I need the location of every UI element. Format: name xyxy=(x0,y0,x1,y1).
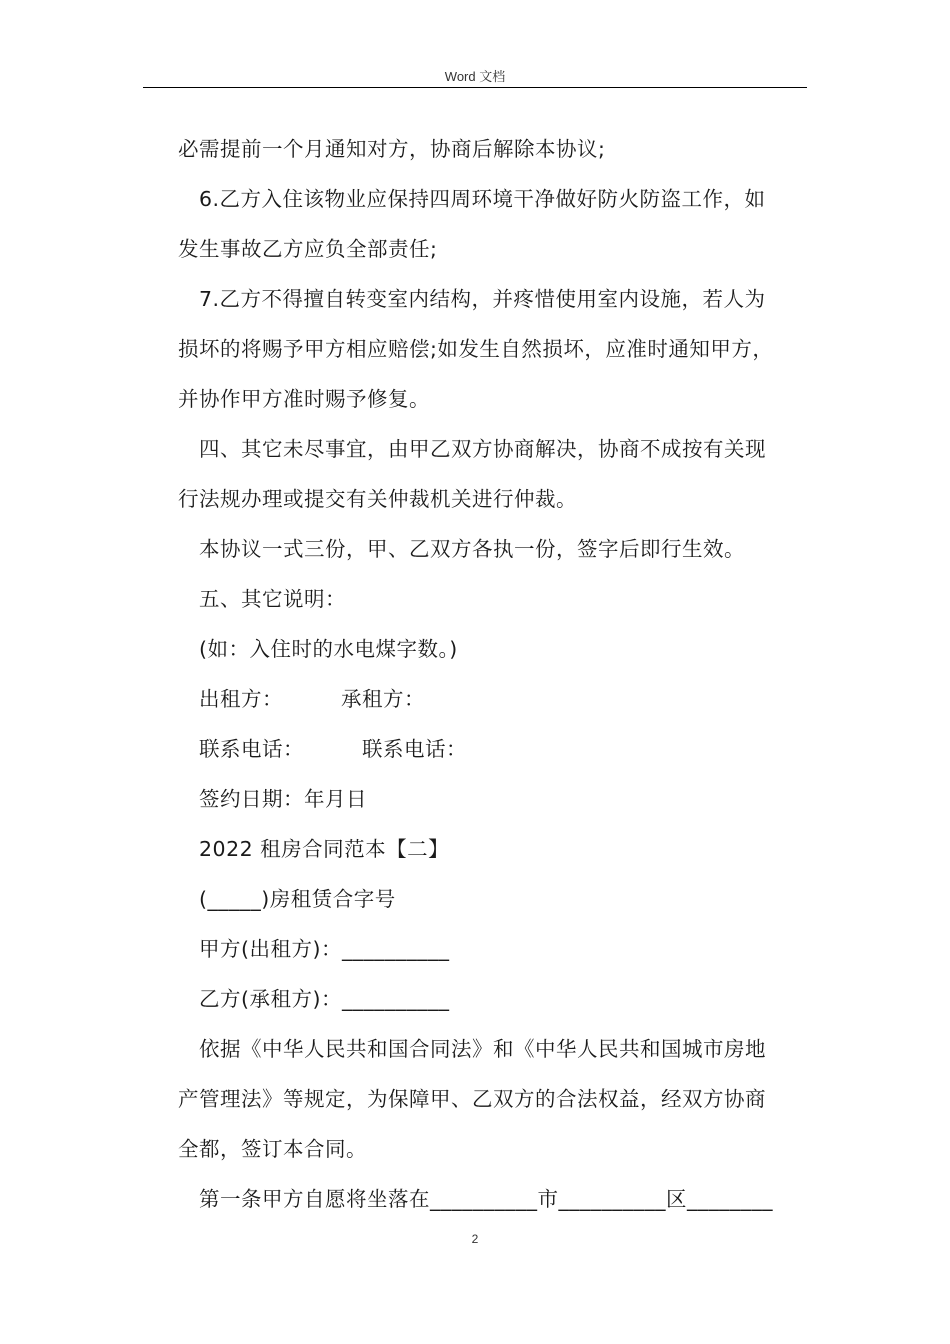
paragraph-line: 产管理法》等规定，为保障甲、乙双方的合法权益，经双方协商 xyxy=(178,1087,766,1111)
paragraph-line: 依据《中华人民共和国合同法》和《中华人民共和国城市房地 xyxy=(199,1037,766,1061)
paragraph-line: 必需提前一个月通知对方，协商后解除本协议; xyxy=(178,137,606,161)
paragraph-line: 并协作甲方准时赐予修复。 xyxy=(178,387,430,411)
signature-parties xyxy=(178,674,804,724)
contract-number: (_____)房租赁合字号 xyxy=(199,887,396,911)
article-one-line: 第一条甲方自愿将坐落在__________市__________区________ xyxy=(199,1187,773,1211)
document-body xyxy=(178,124,804,1224)
paragraph-line: 本协议一式三份，甲、乙双方各执一份，签字后即行生效。 xyxy=(199,537,745,561)
paragraph-line: (如：入住时的水电煤字数。) xyxy=(199,637,458,661)
paragraph-line: 7.乙方不得擅自转变室内结构，并疼惜使用室内设施，若人为 xyxy=(199,287,766,311)
party-a-line: 甲方(出租方)：__________ xyxy=(199,937,450,961)
paragraph-line: 全都，签订本合同。 xyxy=(178,1137,367,1161)
header-divider xyxy=(143,87,807,88)
lessor-label: 出租方： xyxy=(199,687,283,711)
page-number: 2 xyxy=(471,1232,479,1246)
signing-date: 签约日期：年月日 xyxy=(199,787,367,811)
paragraph-line: 四、其它未尽事宜，由甲乙双方协商解决，协商不成按有关现 xyxy=(199,437,766,461)
phone-label-lessor: 联系电话： xyxy=(199,737,304,761)
page-header: Word 文档 xyxy=(444,69,506,84)
phone-label-lessee: 联系电话： xyxy=(362,737,467,761)
paragraph-line: 损坏的将赐予甲方相应赔偿;如发生自然损坏，应准时通知甲方， xyxy=(178,337,774,361)
paragraph-line: 6.乙方入住该物业应保持四周环境干净做好防火防盗工作，如 xyxy=(199,187,766,211)
party-b-line: 乙方(承租方)：__________ xyxy=(199,987,450,1011)
lessee-label: 承租方： xyxy=(341,687,425,711)
signature-phones xyxy=(178,724,804,774)
section-title: 2022 租房合同范本【二】 xyxy=(199,837,450,861)
paragraph-line: 行法规办理或提交有关仲裁机关进行仲裁。 xyxy=(178,487,577,511)
section-heading: 五、其它说明： xyxy=(199,587,346,611)
paragraph-line: 发生事故乙方应负全部责任; xyxy=(178,237,438,261)
